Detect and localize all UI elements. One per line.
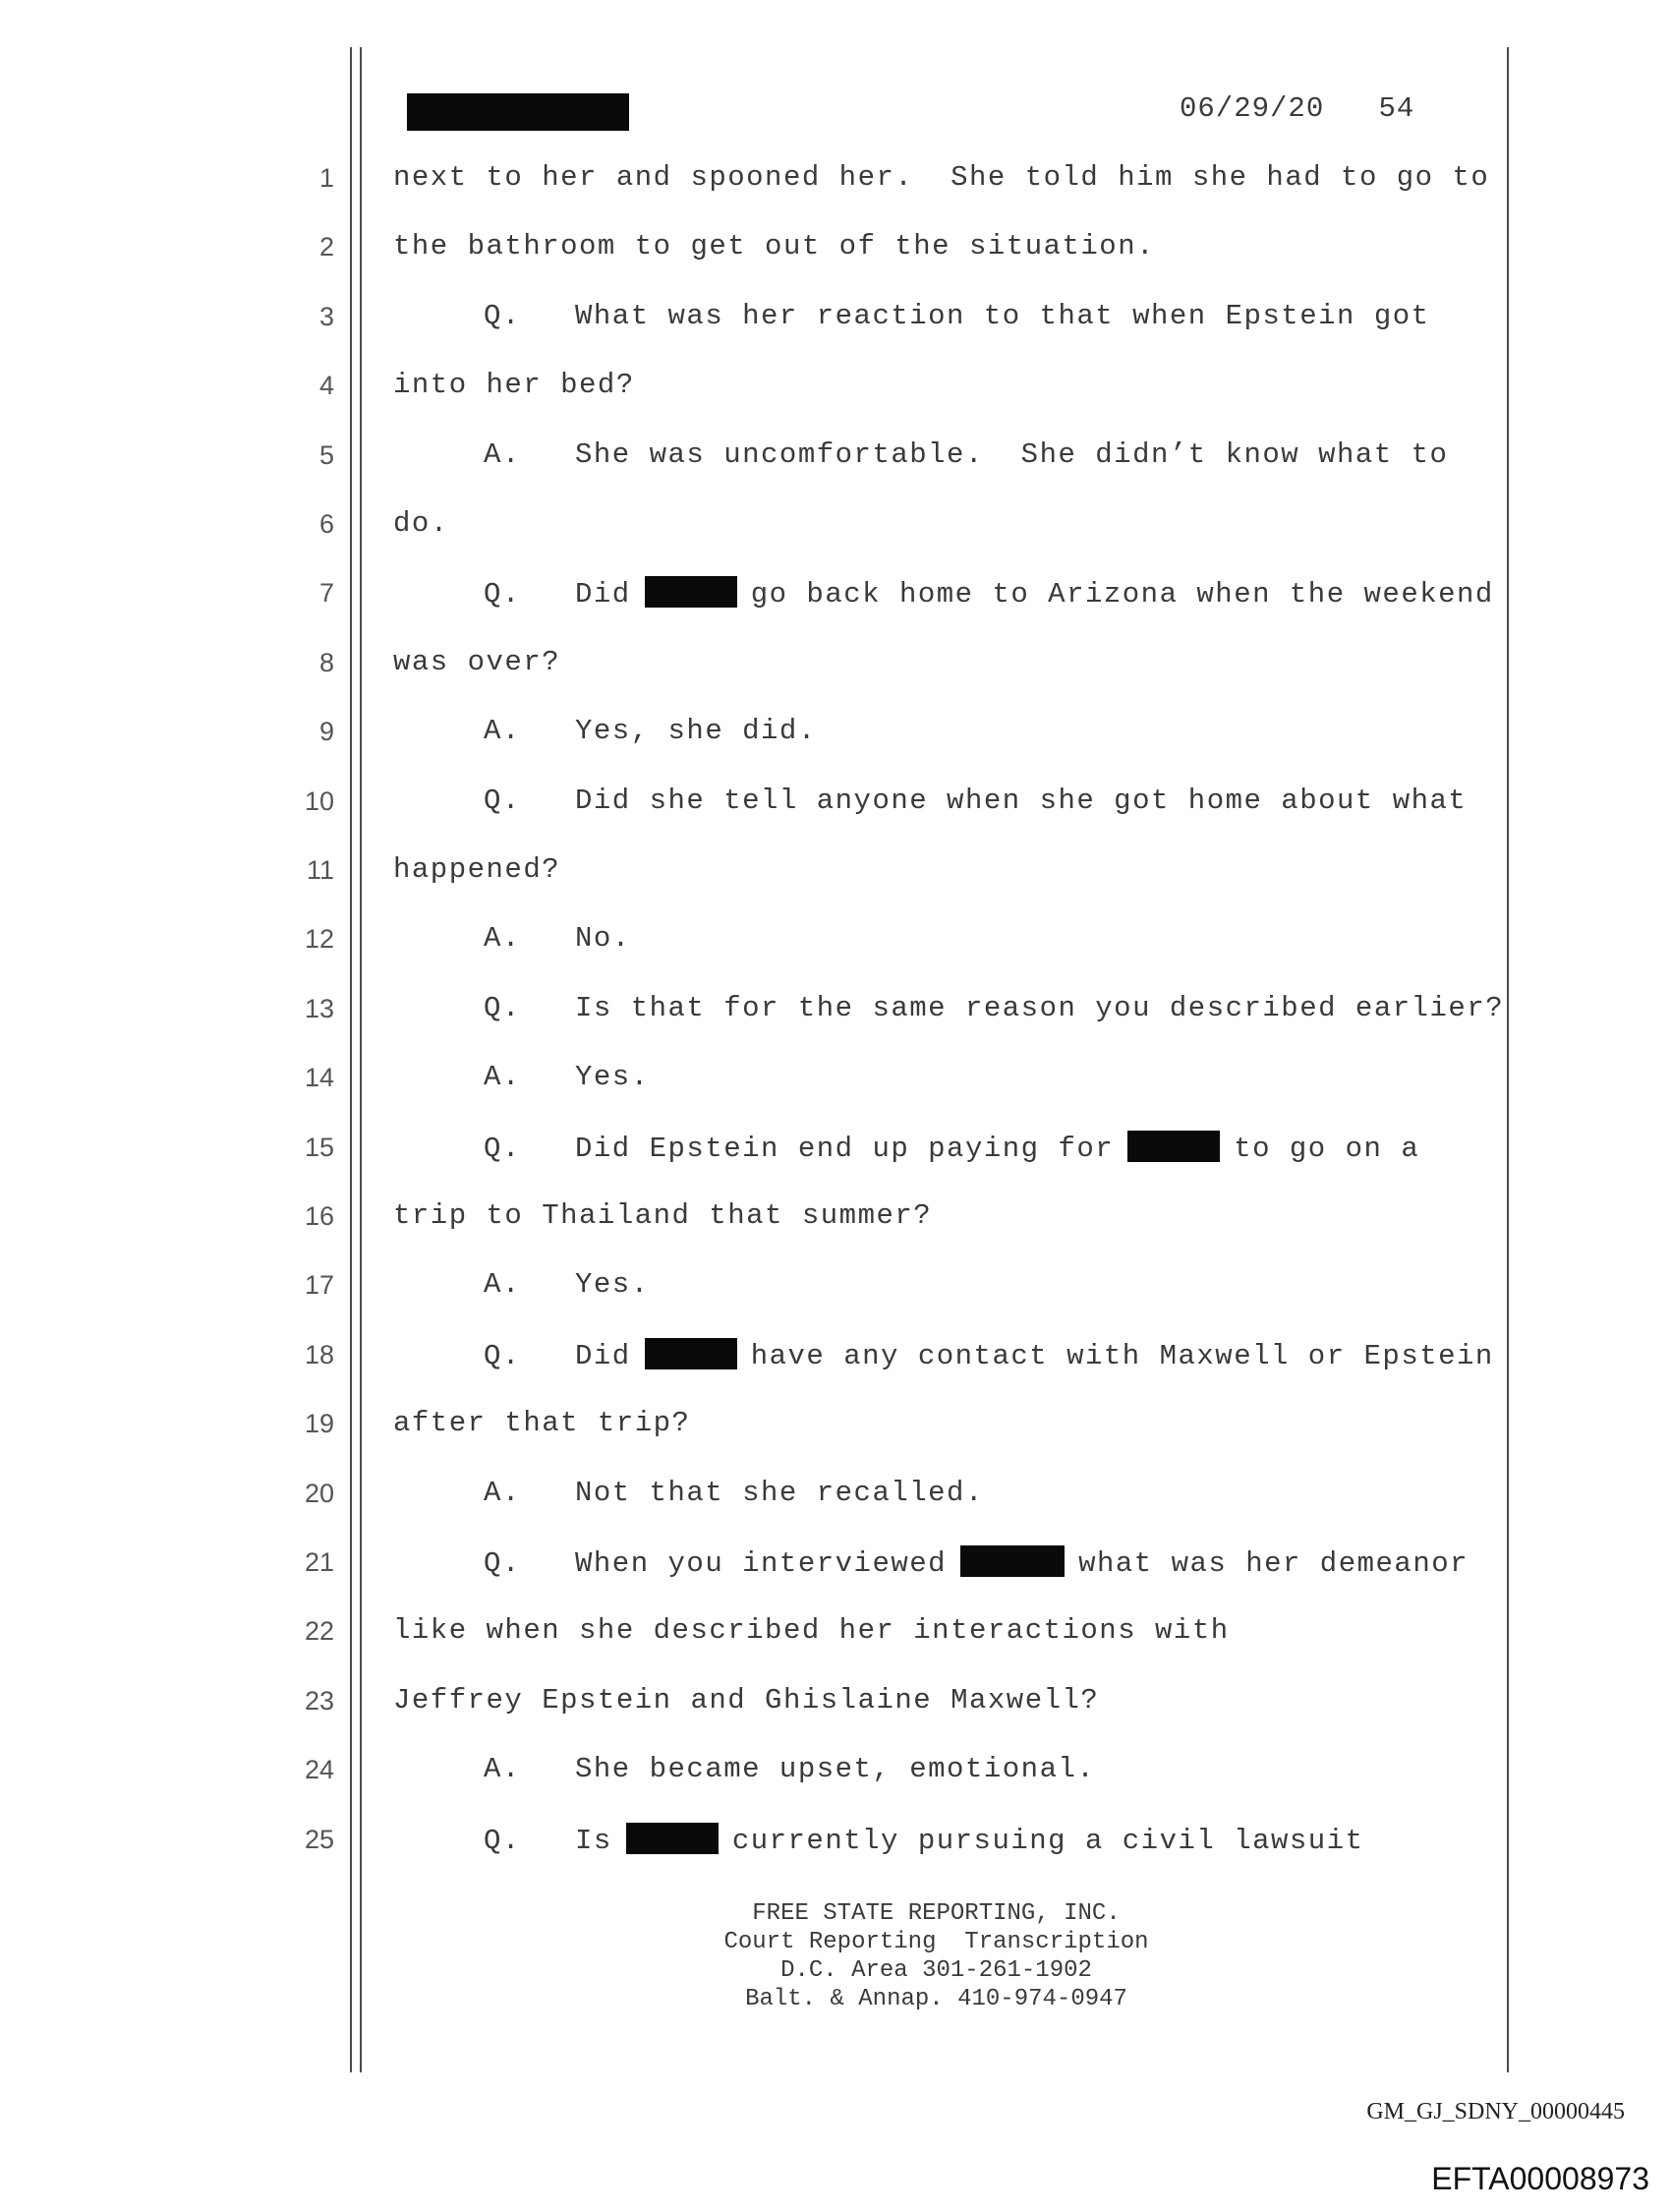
- line-number: 25: [304, 1825, 334, 1854]
- line-text: [393, 853, 560, 886]
- line-segment: Yes, she did.: [575, 715, 817, 747]
- line-number: 16: [304, 1201, 334, 1231]
- line-segment: Not that she recalled.: [575, 1477, 984, 1509]
- line-segment: She was uncomfortable. She didn’t know what to: [575, 438, 1449, 471]
- line-text: [393, 1268, 650, 1301]
- speaker-label: Q.: [484, 1340, 521, 1372]
- line-text: [393, 1614, 1230, 1647]
- line-text: [393, 507, 449, 540]
- bates-number: GM_GJ_SDNY_00000445: [1366, 2099, 1625, 2125]
- speaker-label: Q.: [484, 1133, 521, 1165]
- line-text: [393, 1545, 1469, 1580]
- left-margin-rule-inner: [360, 47, 362, 2072]
- line-segment: currently pursuing a civil lawsuit: [731, 1825, 1364, 1857]
- line-number: 3: [318, 302, 334, 331]
- line-number: 18: [304, 1340, 334, 1369]
- line-number: 20: [304, 1479, 334, 1508]
- line-number: 2: [318, 232, 334, 262]
- left-margin-rule: [350, 47, 352, 2072]
- line-text: [393, 1199, 932, 1232]
- header-redaction: [407, 93, 629, 131]
- footer-dc-phone: D.C. Area 301-261-1902: [780, 1957, 1092, 1984]
- header-date: 06/29/20: [1180, 92, 1325, 125]
- line-number: 7: [318, 578, 334, 608]
- line-number: 6: [318, 509, 334, 539]
- speaker-label: A.: [484, 1753, 521, 1785]
- line-text: [393, 1338, 1494, 1372]
- line-text: [393, 1753, 1095, 1785]
- speaker-label: Q.: [484, 578, 521, 611]
- line-number: 10: [304, 786, 334, 816]
- line-number: 19: [304, 1409, 334, 1438]
- footer-services: Court Reporting Transcription: [723, 1929, 1149, 1955]
- footer-balt-phone: Balt. & Annap. 410-974-0947: [745, 1986, 1127, 2012]
- line-segment: She became upset, emotional.: [575, 1753, 1096, 1785]
- redaction-block: [626, 1823, 719, 1854]
- speaker-label: Q.: [484, 785, 521, 817]
- line-text: [393, 1131, 1419, 1165]
- line-segment: Did Epstein end up paying for: [575, 1133, 1115, 1165]
- line-text: [393, 576, 1494, 611]
- line-text: [393, 1407, 690, 1439]
- line-number: 12: [304, 924, 334, 954]
- line-text: [393, 1823, 1364, 1857]
- line-number: 21: [304, 1547, 334, 1577]
- line-segment: into her bed?: [393, 369, 635, 401]
- line-segment: When you interviewed: [575, 1547, 948, 1580]
- page-header: [1180, 92, 1414, 125]
- line-number: 5: [318, 440, 334, 470]
- header-page-number: 54: [1378, 92, 1415, 125]
- line-segment: Is: [575, 1825, 612, 1857]
- line-segment: like when she described her interactions with: [393, 1614, 1230, 1647]
- line-segment: Is that for the same reason you described earlier?: [575, 992, 1505, 1024]
- line-segment: No.: [575, 922, 631, 955]
- redaction-block: [645, 1338, 737, 1369]
- line-text: [393, 369, 635, 401]
- line-number: 8: [318, 648, 334, 677]
- line-segment: Did: [575, 578, 631, 611]
- line-segment: go back home to Arizona when the weekend: [750, 578, 1494, 611]
- line-number: 24: [304, 1755, 334, 1784]
- speaker-label: Q.: [484, 1547, 521, 1580]
- line-segment: to go on a: [1234, 1133, 1420, 1165]
- speaker-label: Q.: [484, 1825, 521, 1857]
- line-segment: trip to Thailand that summer?: [393, 1199, 933, 1232]
- line-text: [393, 785, 1467, 817]
- line-segment: what was her demeanor: [1078, 1547, 1469, 1580]
- line-number: 11: [306, 855, 334, 885]
- line-segment: the bathroom to get out of the situation.: [393, 230, 1156, 262]
- line-segment: What was her reaction to that when Epstein got: [575, 300, 1430, 332]
- speaker-label: A.: [484, 1061, 521, 1093]
- line-text: [393, 1061, 650, 1093]
- line-segment: happened?: [393, 853, 561, 886]
- line-segment: was over?: [393, 646, 561, 678]
- redaction-block: [1127, 1131, 1220, 1162]
- line-segment: after that trip?: [393, 1407, 691, 1439]
- redaction-block: [960, 1545, 1065, 1577]
- line-text: [393, 300, 1430, 332]
- line-text: [393, 646, 560, 678]
- speaker-label: Q.: [484, 300, 521, 332]
- footer-company: FREE STATE REPORTING, INC.: [752, 1900, 1121, 1927]
- efta-number: EFTA00008973: [1431, 2161, 1649, 2196]
- line-number: 4: [318, 371, 334, 400]
- line-number: 17: [304, 1270, 334, 1300]
- line-number: 23: [304, 1686, 334, 1716]
- line-text: [393, 161, 1489, 194]
- reporter-footer: [0, 1899, 1671, 2013]
- line-segment: next to her and spooned her. She told him she had to go to: [393, 161, 1490, 194]
- line-text: [393, 438, 1448, 471]
- line-number: 14: [304, 1063, 334, 1092]
- speaker-label: A.: [484, 922, 521, 955]
- line-segment: Jeffrey Epstein and Ghislaine Maxwell?: [393, 1684, 1100, 1717]
- line-number: 9: [318, 717, 334, 746]
- redaction-block: [645, 576, 737, 608]
- line-segment: Did she tell anyone when she got home about what: [575, 785, 1468, 817]
- line-segment: Yes.: [575, 1061, 650, 1093]
- line-number: 15: [304, 1133, 334, 1162]
- right-margin-rule: [1507, 47, 1509, 2072]
- line-text: [393, 922, 631, 955]
- line-text: [393, 992, 1504, 1024]
- line-number: 22: [304, 1616, 334, 1646]
- line-segment: Yes.: [575, 1268, 650, 1301]
- line-text: [393, 715, 817, 747]
- speaker-label: A.: [484, 715, 521, 747]
- speaker-label: A.: [484, 438, 521, 471]
- line-text: [393, 1684, 1099, 1717]
- line-segment: have any contact with Maxwell or Epstein: [750, 1340, 1494, 1372]
- speaker-label: A.: [484, 1268, 521, 1301]
- line-text: [393, 230, 1155, 262]
- line-text: [393, 1477, 984, 1509]
- line-segment: Did: [575, 1340, 631, 1372]
- speaker-label: A.: [484, 1477, 521, 1509]
- line-segment: do.: [393, 507, 449, 540]
- speaker-label: Q.: [484, 992, 521, 1024]
- line-number: 1: [318, 163, 334, 193]
- line-number: 13: [304, 994, 334, 1023]
